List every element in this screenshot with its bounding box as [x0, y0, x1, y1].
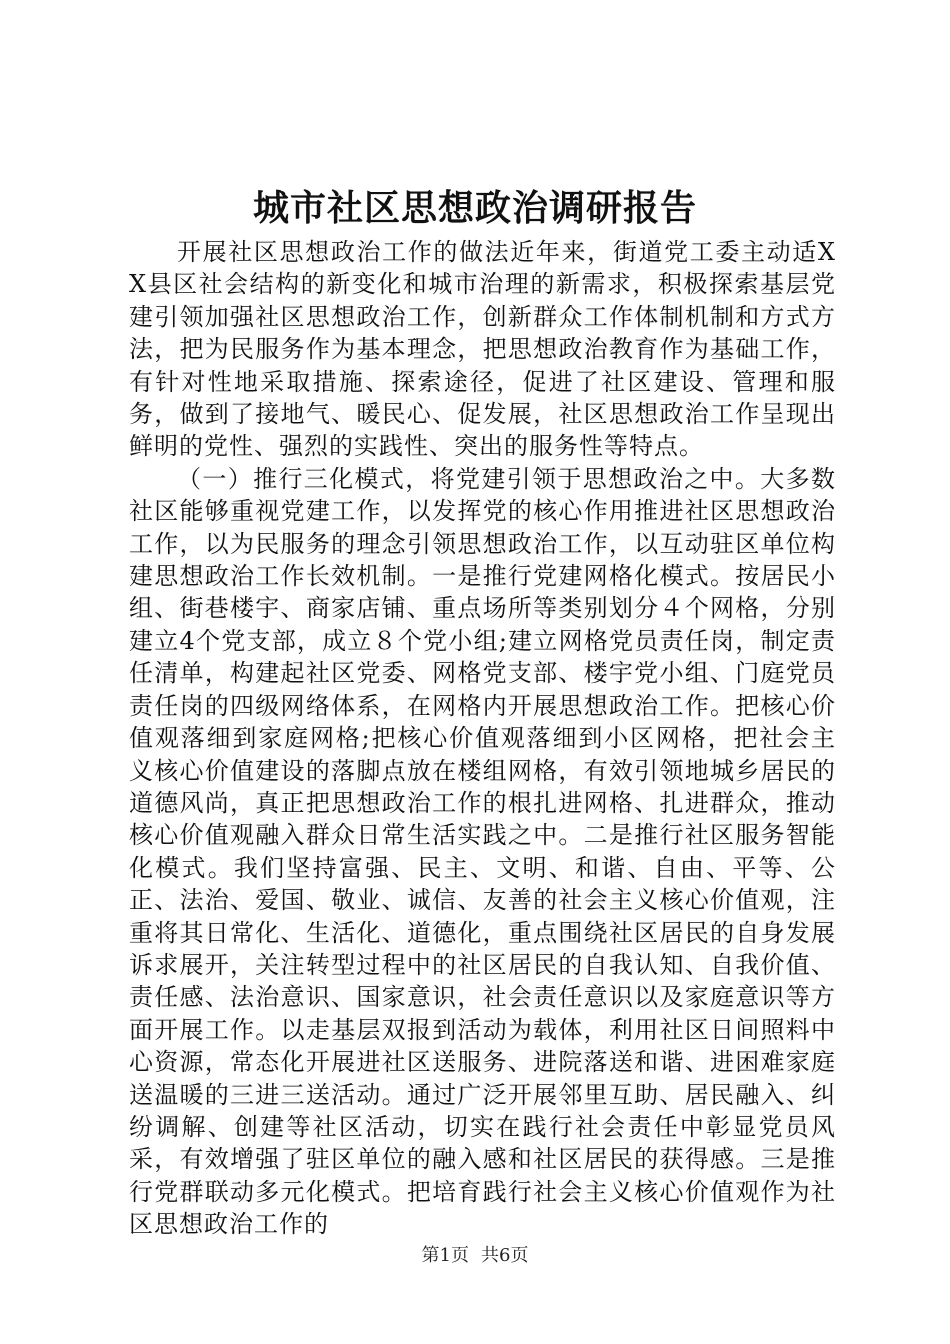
page-number-current: 第1页 [421, 1245, 469, 1266]
document-title: 城市社区思想政治调研报告 [252, 187, 697, 229]
paragraph-intro: 开展社区思想政治工作的做法近年来，街道党工委主动适XX县区社会结构的新变化和城市治理的新需求，积极探索基层党建引领加强社区思想政治工作，创新群众工作体制机制和方式方法，把为民服务作为基本理念，把思想政治教育作为基础工作，有针对性地采取措施、探索途径，促进了社区建设、管理和服务，做到了接地气、暖民心、促发展，社区思想政治工作呈现出鲜明的党性、强烈的实践性、突出的服务性等特点。 [129, 238, 836, 461]
document-body [129, 236, 836, 1241]
page-footer [0, 1244, 950, 1268]
paragraph-section-1: （一）推行三化模式，将党建引领于思想政治之中。大多数社区能够重视党建工作，以发挥党的核心作用推进社区思想政治工作，以为民服务的理念引领思想政治工作，以互动驻区单位构建思想政治工作长效机制。一是推行党建网格化模式。按居民小组、街巷楼宇、商家店铺、重点场所等类别划分４个网格，分别建立4个党支部，成立８个党小组;建立网格党员责任岗，制定责任清单，构建起社区党委、网格党支部、楼宇党小组、门庭党员责任岗的四级网络体系，在网格内开展思想政治工作。把核心价值观落细到家庭网格;把核心价值观落细到小区网格，把社会主义核心价值建设的落脚点放在楼组网格，有效引领地城乡居民的道德风尚，真正把思想政治工作的根扎进网格、扎进群众，推动核心价值观融入群众日常生活实践之中。二是推行社区服务智能化模式。我们坚持富强、民主、文明、和谐、自由、平等、公正、法治、爱国、敬业、诚信、友善的社会主义核心价值观，注重将其日常化、生活化、道德化，重点围绕社区居民的自身发展诉求展开，关注转型过程中的社区居民的自我认知、自我价值、责任感、法治意识、国家意识，社会责任意识以及家庭意识等方面开展工作。以走基层双报到活动为载体，利用社区日间照料中心资源，常态化开展进社区送服务、进院落送和谐、进困难家庭送温暖的三进三送活动。通过广泛开展邻里互助、居民融入、纠纷调解、创建等社区活动，切实在践行社会责任中彰显党员风采，有效增强了驻区单位的融入感和社区居民的获得感。三是推行党群联动多元化模式。把培育践行社会主义核心价值观作为社区思想政治工作的 [129, 464, 836, 1239]
page-number-total: 共6页 [481, 1245, 529, 1266]
